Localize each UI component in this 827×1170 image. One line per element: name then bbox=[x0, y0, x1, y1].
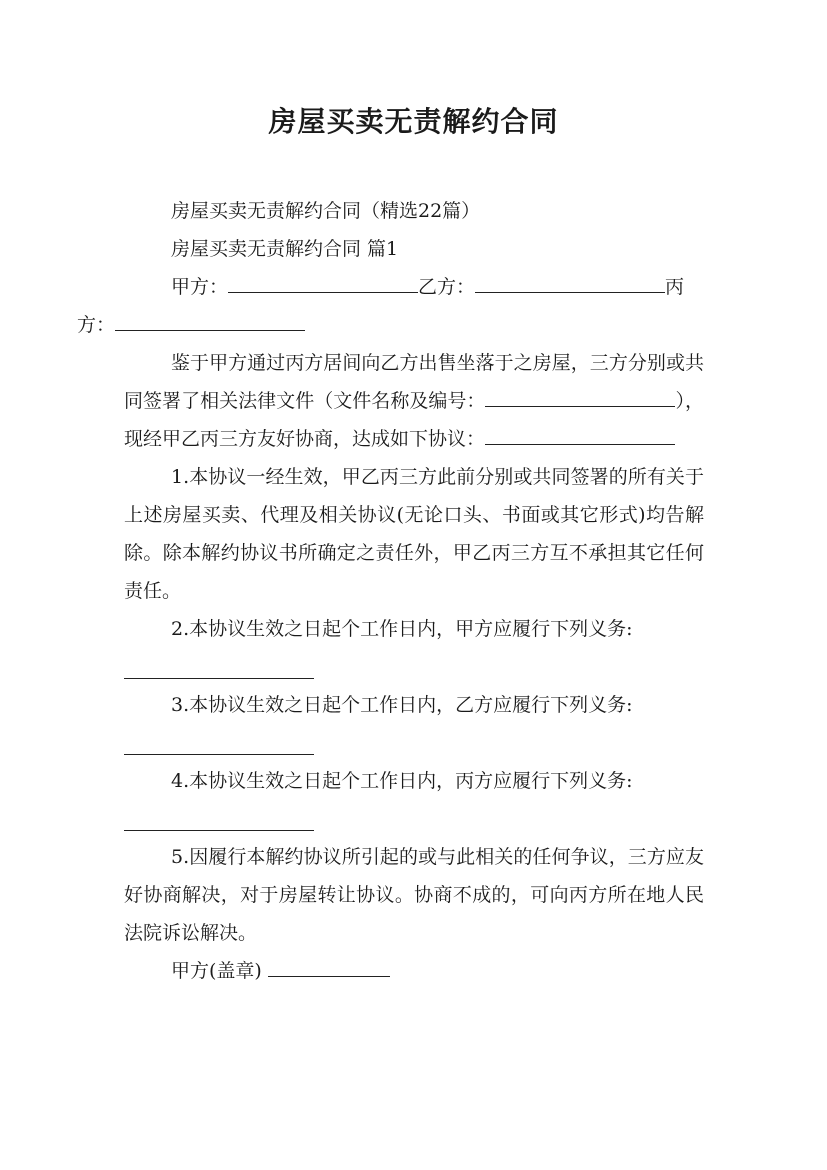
clause-4: 4.本协议生效之日起个工作日内，丙方应履行下列义务: bbox=[171, 770, 633, 792]
agreement-blank[interactable] bbox=[485, 420, 675, 445]
clause-3: 3.本协议生效之日起个工作日内，乙方应履行下列义务: bbox=[171, 694, 633, 716]
section-heading: 房屋买卖无责解约合同 篇1 bbox=[171, 238, 399, 260]
document-subtitle: 房屋买卖无责解约合同（精选22篇） bbox=[171, 200, 481, 222]
party-b-label: 乙方： bbox=[418, 276, 476, 298]
document-number-blank[interactable] bbox=[485, 382, 675, 407]
party-a-blank[interactable] bbox=[228, 268, 418, 293]
signature-line-a bbox=[124, 952, 704, 990]
clause-2-blank-line bbox=[124, 648, 704, 686]
preamble-part2: ），现经甲乙丙三方友好协商，达成如下协议： bbox=[124, 390, 704, 450]
preamble-paragraph bbox=[124, 344, 704, 458]
clause-4-blank-line bbox=[124, 800, 704, 838]
clause-2-blank[interactable] bbox=[124, 654, 314, 679]
party-c-label-part2: 方： bbox=[77, 314, 116, 336]
document-body bbox=[77, 192, 704, 990]
clause-5: 5.因履行本解约协议所引起的或与此相关的任何争议，三方应友好协商解决，对于房屋转让协议。协商不成的，可向丙方所在地人民法院诉讼解决。 bbox=[124, 846, 704, 944]
signature-a-label: 甲方(盖章) bbox=[171, 960, 262, 982]
party-c-blank[interactable] bbox=[115, 306, 305, 331]
parties-line bbox=[77, 268, 704, 344]
document-title: 房屋买卖无责解约合同 bbox=[268, 105, 559, 138]
clause-4-blank[interactable] bbox=[124, 806, 314, 831]
party-b-blank[interactable] bbox=[475, 268, 665, 293]
preamble-part1: 鉴于甲方通过丙方居间向乙方出售坐落于之房屋，三方分别或共同签署了相关法律文件（文件名称及编号： bbox=[124, 352, 704, 412]
clause-1: 1.本协议一经生效，甲乙丙三方此前分别或共同签署的所有关于上述房屋买卖、代理及相关协议(无论口头、书面或其它形式)均告解除。除本解约协议书所确定之责任外，甲乙丙三方互不承担其它任何责任。 bbox=[124, 466, 704, 602]
clause-3-blank-line bbox=[124, 724, 704, 762]
party-a-label: 甲方： bbox=[171, 276, 229, 298]
clause-2: 2.本协议生效之日起个工作日内，甲方应履行下列义务: bbox=[171, 618, 633, 640]
signature-a-blank[interactable] bbox=[268, 952, 390, 977]
clause-3-blank[interactable] bbox=[124, 730, 314, 755]
party-c-label-part1: 丙 bbox=[665, 276, 685, 298]
